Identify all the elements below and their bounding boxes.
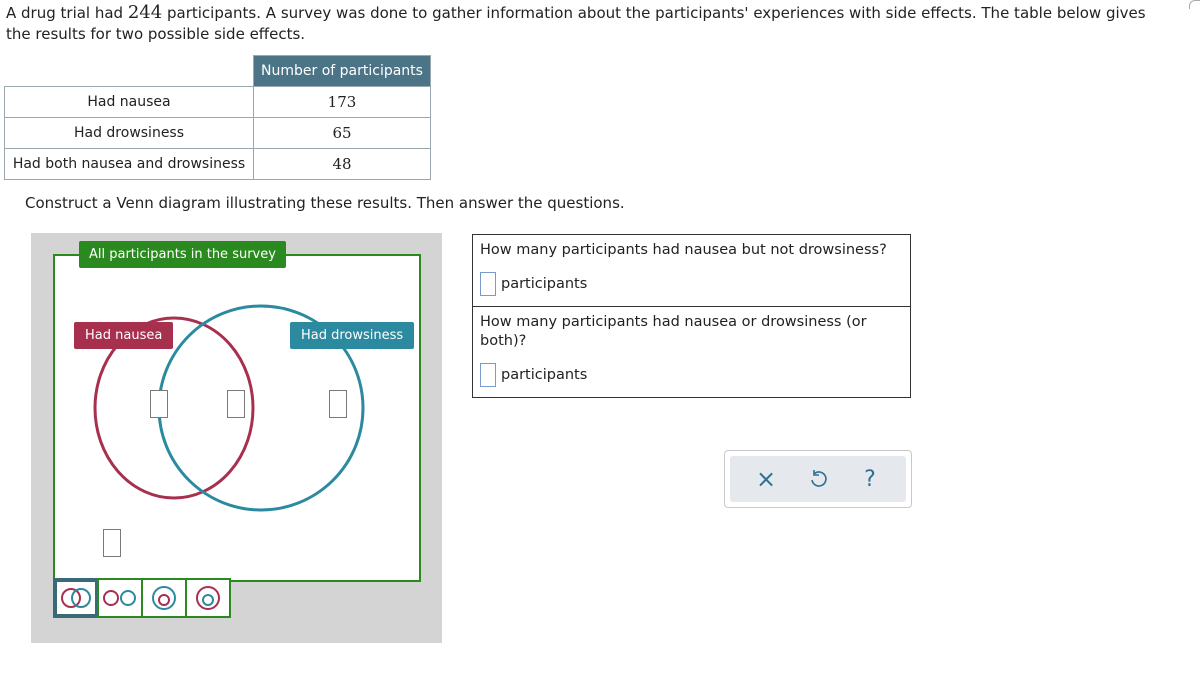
question-2 — [473, 306, 910, 387]
separate-circles-icon — [100, 585, 140, 611]
region-b-only-input[interactable] — [329, 390, 347, 418]
region-outside-input[interactable] — [103, 529, 121, 557]
a-inside-b-button[interactable] — [141, 578, 187, 618]
diagram-type-toolbar — [53, 578, 229, 618]
region-intersection-input[interactable] — [227, 390, 245, 418]
nested-circles-reverse-icon — [190, 583, 226, 613]
region-a-only-input[interactable] — [150, 390, 168, 418]
instruction-text: Construct a Venn diagram illustrating these results. Then answer the questions. — [25, 194, 625, 212]
separate-circles-button[interactable] — [97, 578, 143, 618]
clear-button[interactable] — [748, 461, 784, 497]
table-row — [5, 148, 431, 179]
set-b-label: Had drowsiness — [290, 322, 414, 349]
row-value: 48 — [254, 148, 431, 179]
question-1 — [473, 235, 910, 296]
undo-icon — [808, 469, 828, 489]
universe-label: All participants in the survey — [79, 241, 286, 268]
set-a-label: Had nausea — [74, 322, 173, 349]
overlapping-circles-button[interactable] — [53, 578, 99, 618]
universe-rectangle — [53, 254, 421, 582]
participants-total: 244 — [127, 2, 163, 23]
problem-text-part1: A drug trial had — [6, 4, 128, 22]
answer-unit: participants — [501, 276, 588, 292]
help-icon: ? — [864, 466, 876, 492]
venn-diagram-panel — [31, 233, 442, 643]
answer-input[interactable] — [480, 363, 496, 387]
row-label: Had both nausea and drowsiness — [5, 148, 254, 179]
nested-circles-icon — [146, 583, 182, 613]
b-inside-a-button[interactable] — [185, 578, 231, 618]
edge-marker — [1189, 0, 1200, 9]
questions-panel — [472, 234, 911, 398]
close-icon: × — [755, 465, 777, 493]
problem-text-part2: participants. A survey was done to gather information about the participants' experiences with side effects. The table below gives the results for two possible side effects. — [6, 4, 1146, 43]
table-row — [5, 117, 431, 148]
help-button[interactable] — [852, 461, 888, 497]
table-corner — [5, 56, 254, 87]
side-effects-table — [4, 55, 431, 180]
answer-input[interactable] — [480, 272, 496, 296]
question-text: How many participants had nausea but not drowsiness? — [480, 242, 887, 258]
table-column-header: Number of participants — [254, 56, 431, 87]
question-text: How many participants had nausea or drowsiness (or both)? — [480, 314, 867, 349]
row-label: Had drowsiness — [5, 117, 254, 148]
table-row — [5, 86, 431, 117]
row-label: Had nausea — [5, 86, 254, 117]
row-value: 65 — [254, 117, 431, 148]
undo-button[interactable] — [800, 461, 836, 497]
action-toolbar — [724, 450, 912, 508]
answer-unit: participants — [501, 367, 588, 383]
overlapping-circles-icon — [58, 585, 94, 611]
row-value: 173 — [254, 86, 431, 117]
problem-statement — [6, 2, 1156, 45]
